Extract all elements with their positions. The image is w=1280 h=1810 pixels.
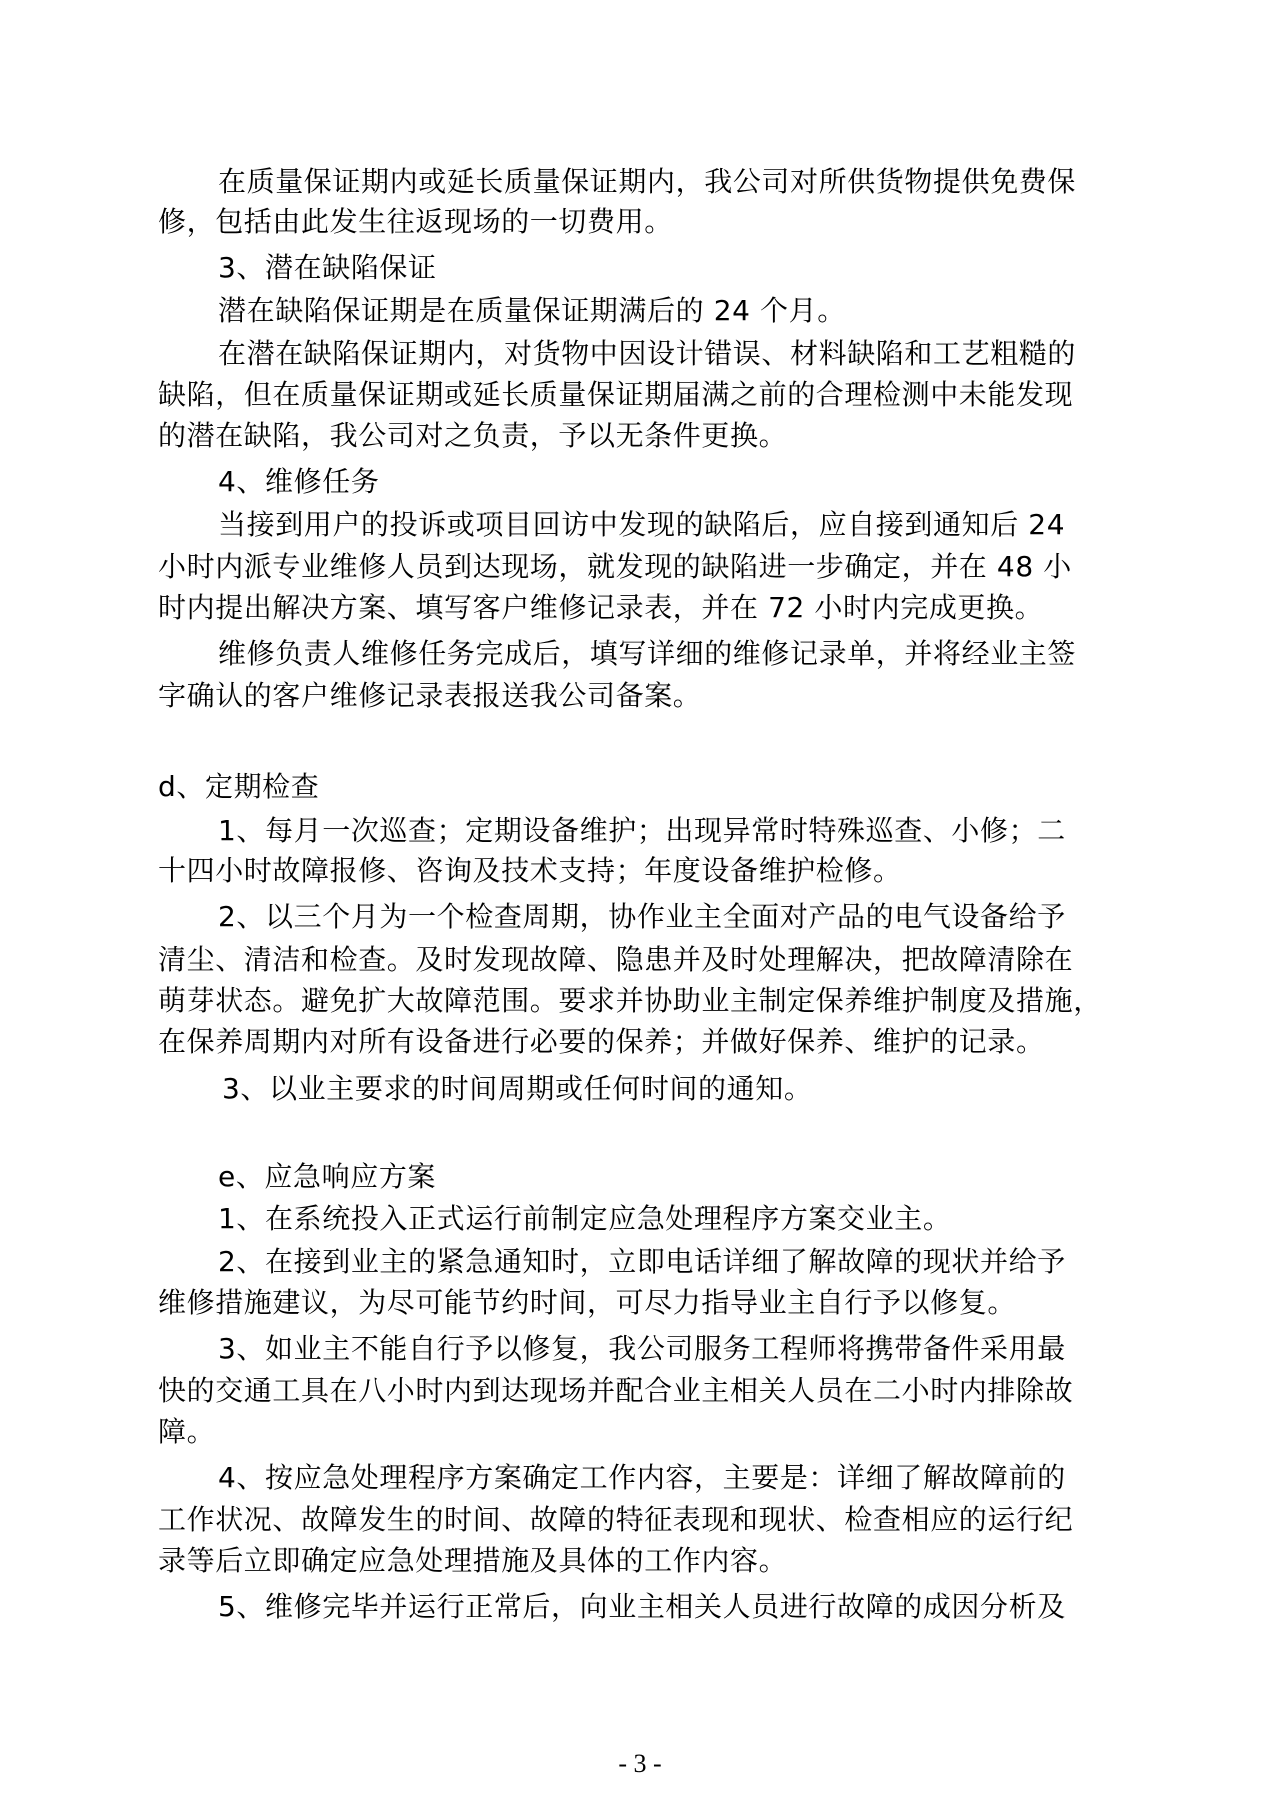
- page-number: - 3 -: [618, 1749, 662, 1778]
- paragraph-line: 在保养周期内对所有设备进行必要的保养；并做好保养、维护的记录。: [158, 1025, 1045, 1058]
- paragraph-line: 当接到用户的投诉或项目回访中发现的缺陷后，应自接到通知后 24: [218, 508, 1066, 541]
- section-heading: e、应急响应方案: [218, 1160, 437, 1193]
- paragraph-line: 1、在系统投入正式运行前制定应急处理程序方案交业主。: [218, 1202, 952, 1235]
- paragraph-line: 1、每月一次巡查；定期设备维护；出现异常时特殊巡查、小修；二: [218, 814, 1066, 847]
- paragraph-line: 3、如业主不能自行予以修复，我公司服务工程师将携带备件采用最: [218, 1332, 1066, 1365]
- paragraph-line: 时内提出解决方案、填写客户维修记录表，并在 72 小时内完成更换。: [158, 591, 1044, 624]
- section-heading: d、定期检查: [158, 770, 320, 803]
- paragraph-line: 维修措施建议，为尽可能节约时间，可尽力指导业主自行予以修复。: [158, 1286, 1017, 1319]
- paragraph-line: 3、以业主要求的时间周期或任何时间的通知。: [222, 1072, 813, 1105]
- section-heading: 3、潜在缺陷保证: [218, 251, 437, 284]
- paragraph-line: 字确认的客户维修记录表报送我公司备案。: [158, 679, 702, 712]
- paragraph-line: 清尘、清洁和检查。及时发现故障、隐患并及时处理解决，把故障清除在: [158, 943, 1074, 976]
- paragraph-line: 的潜在缺陷，我公司对之负责，予以无条件更换。: [158, 419, 788, 452]
- paragraph-line: 5、维修完毕并运行正常后，向业主相关人员进行故障的成因分析及: [218, 1590, 1066, 1623]
- paragraph-line: 4、按应急处理程序方案确定工作内容，主要是：详细了解故障前的: [218, 1461, 1066, 1494]
- paragraph-line: 录等后立即确定应急处理措施及具体的工作内容。: [158, 1544, 788, 1577]
- paragraph-line: 潜在缺陷保证期是在质量保证期满后的 24 个月。: [218, 294, 846, 327]
- paragraph-line: 维修负责人维修任务完成后，填写详细的维修记录单，并将经业主签: [218, 637, 1077, 670]
- paragraph-line: 快的交通工具在八小时内到达现场并配合业主相关人员在二小时内排除故: [158, 1374, 1074, 1407]
- paragraph-line: 在潜在缺陷保证期内，对货物中因设计错误、材料缺陷和工艺粗糙的: [218, 337, 1077, 370]
- paragraph-line: 2、在接到业主的紧急通知时，立即电话详细了解故障的现状并给予: [218, 1245, 1066, 1278]
- paragraph-line: 在质量保证期内或延长质量保证期内，我公司对所供货物提供免费保: [218, 165, 1077, 198]
- paragraph-line: 障。: [158, 1415, 216, 1448]
- paragraph-line: 工作状况、故障发生的时间、故障的特征表现和现状、检查相应的运行纪: [158, 1503, 1074, 1536]
- section-heading: 4、维修任务: [218, 465, 380, 498]
- paragraph-line: 萌芽状态。避免扩大故障范围。要求并协助业主制定保养维护制度及措施，: [158, 984, 1102, 1017]
- paragraph-line: 修，包括由此发生往返现场的一切费用。: [158, 205, 673, 238]
- paragraph-line: 小时内派专业维修人员到达现场，就发现的缺陷进一步确定，并在 48 小: [158, 550, 1072, 583]
- paragraph-line: 2、以三个月为一个检查周期，协作业主全面对产品的电气设备给予: [218, 900, 1066, 933]
- paragraph-line: 缺陷，但在质量保证期或延长质量保证期届满之前的合理检测中未能发现: [158, 378, 1074, 411]
- paragraph-line: 十四小时故障报修、咨询及技术支持；年度设备维护检修。: [158, 854, 902, 887]
